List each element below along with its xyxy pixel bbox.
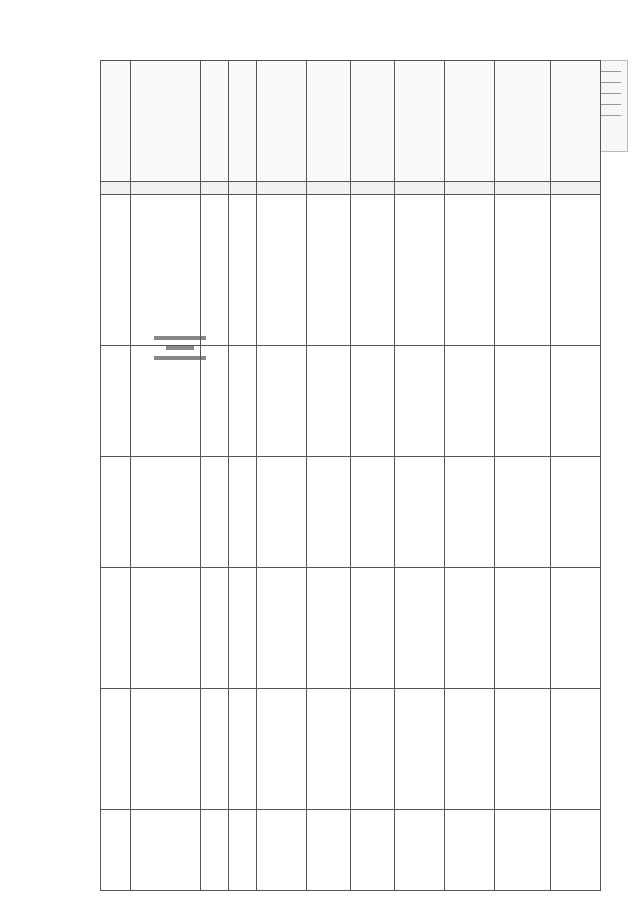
cell-text	[395, 457, 444, 459]
cell-text	[445, 195, 494, 197]
table-row-cell	[257, 457, 307, 568]
cell-text	[131, 810, 200, 812]
table-row	[101, 568, 601, 689]
cell-text	[229, 689, 256, 691]
table-number-row-cell	[201, 182, 229, 195]
table-number-row-cell	[131, 182, 201, 195]
cell-text	[131, 689, 200, 691]
cell-text	[257, 568, 306, 570]
cell-text	[307, 195, 350, 197]
table-row-cell	[257, 346, 307, 457]
table-row-cell	[101, 689, 131, 810]
table-row-cell	[551, 195, 601, 346]
table-row-cell	[445, 457, 495, 568]
table-header-row-cell	[131, 61, 201, 182]
table-row	[101, 810, 601, 891]
table-row-cell	[395, 810, 445, 891]
table-number-row-cell	[445, 182, 495, 195]
table-header-row-cell	[201, 61, 229, 182]
cell-text	[101, 810, 130, 812]
table-row-cell	[495, 568, 551, 689]
cell-text	[495, 810, 550, 812]
cell-text	[495, 61, 550, 63]
table-row-cell	[351, 689, 395, 810]
cell-text	[229, 195, 256, 197]
table-number-row-cell	[229, 182, 257, 195]
cell-text	[229, 457, 256, 459]
table-row-cell	[395, 195, 445, 346]
cell-text	[257, 61, 306, 63]
cell-text	[307, 810, 350, 812]
table-header-row-cell	[229, 61, 257, 182]
cell-text	[495, 457, 550, 459]
table-row-cell	[101, 346, 131, 457]
cell-text	[101, 457, 130, 459]
table-header-row-cell	[551, 61, 601, 182]
cell-text	[201, 457, 228, 459]
cell-text	[101, 568, 130, 570]
table-row-cell	[131, 457, 201, 568]
table-header-row-cell	[257, 61, 307, 182]
table-row-cell	[307, 689, 351, 810]
table-row-cell	[351, 568, 395, 689]
cell-text	[551, 61, 600, 63]
cell-text	[551, 182, 600, 184]
cell-text	[229, 61, 256, 63]
cell-text	[395, 346, 444, 348]
table-row-cell	[495, 810, 551, 891]
cell-text	[395, 61, 444, 63]
cell-text	[257, 810, 306, 812]
table-header-row-cell	[445, 61, 495, 182]
cell-text	[551, 195, 600, 197]
table-row-cell	[445, 689, 495, 810]
table-row-cell	[257, 689, 307, 810]
cell-text	[307, 182, 350, 184]
cell-text	[551, 568, 600, 570]
table-header-row-cell	[495, 61, 551, 182]
cell-text	[307, 457, 350, 459]
cell-text	[445, 689, 494, 691]
cell-text	[101, 346, 130, 348]
table-row-cell	[131, 689, 201, 810]
table-row-cell	[201, 457, 229, 568]
cell-text	[131, 182, 200, 184]
cell-text	[307, 61, 350, 63]
cell-text	[229, 346, 256, 348]
cell-text	[351, 457, 394, 459]
cell-text	[445, 810, 494, 812]
table-row-cell	[229, 568, 257, 689]
table-row-cell	[101, 568, 131, 689]
table-row-cell	[101, 195, 131, 346]
table-header-row-cell	[395, 61, 445, 182]
cell-text	[257, 346, 306, 348]
table-row	[101, 689, 601, 810]
cell-text	[395, 568, 444, 570]
table-row-cell	[395, 457, 445, 568]
table-row-cell	[307, 568, 351, 689]
table-row-cell	[445, 346, 495, 457]
table-row-cell	[445, 568, 495, 689]
cell-text	[395, 810, 444, 812]
table-row-cell	[101, 457, 131, 568]
table-number-row-cell	[101, 182, 131, 195]
table-row-cell	[229, 195, 257, 346]
table-row-cell	[307, 195, 351, 346]
cell-text	[351, 61, 394, 63]
table-row-cell	[495, 195, 551, 346]
cell-text	[307, 568, 350, 570]
cell-text	[201, 182, 228, 184]
table-row-cell	[351, 810, 395, 891]
cell-text	[445, 61, 494, 63]
table-row	[101, 457, 601, 568]
table-row-cell	[307, 457, 351, 568]
cell-text	[307, 689, 350, 691]
cell-text	[257, 689, 306, 691]
table-row-cell	[495, 457, 551, 568]
table-row-cell	[351, 195, 395, 346]
table-row-cell	[351, 346, 395, 457]
table-header-row	[101, 61, 601, 182]
cell-text	[351, 346, 394, 348]
table-row-cell	[495, 689, 551, 810]
cell-text	[307, 346, 350, 348]
cell-text	[495, 195, 550, 197]
cell-text	[351, 195, 394, 197]
cell-text	[131, 568, 200, 570]
table-number-row-cell	[495, 182, 551, 195]
cell-text	[131, 346, 200, 348]
table-number-row-cell	[307, 182, 351, 195]
cell-text	[495, 689, 550, 691]
cell-text	[201, 61, 228, 63]
cell-text	[201, 568, 228, 570]
cell-text	[201, 689, 228, 691]
table-header-row-cell	[351, 61, 395, 182]
cell-text	[201, 346, 228, 348]
table-row-cell	[229, 346, 257, 457]
table-row-cell	[495, 346, 551, 457]
table-row-cell	[201, 689, 229, 810]
cell-text	[351, 182, 394, 184]
cell-text	[101, 195, 130, 197]
table-row-cell	[351, 457, 395, 568]
table-row-cell	[229, 457, 257, 568]
cell-text	[445, 568, 494, 570]
table-row	[101, 346, 601, 457]
cell-text	[101, 689, 130, 691]
table-row-cell	[445, 810, 495, 891]
cell-text	[351, 689, 394, 691]
table-row-cell	[229, 689, 257, 810]
table-row-cell	[131, 195, 201, 346]
table-header-row-cell	[307, 61, 351, 182]
table-number-row-cell	[257, 182, 307, 195]
cell-text	[201, 195, 228, 197]
table-row-cell	[445, 195, 495, 346]
table-number-row-cell	[351, 182, 395, 195]
cell-text	[351, 810, 394, 812]
table-row-cell	[395, 568, 445, 689]
cell-text	[495, 568, 550, 570]
cell-text	[257, 195, 306, 197]
table-row-cell	[551, 346, 601, 457]
table-row-cell	[101, 810, 131, 891]
table-row-cell	[131, 346, 201, 457]
table-number-row	[101, 182, 601, 195]
cell-text	[229, 810, 256, 812]
table-number-row-cell	[551, 182, 601, 195]
cell-text	[131, 457, 200, 459]
table-row-cell	[551, 810, 601, 891]
cell-text	[101, 61, 130, 63]
cell-text	[351, 568, 394, 570]
table-row-cell	[131, 568, 201, 689]
cell-text	[445, 182, 494, 184]
cell-text	[201, 810, 228, 812]
cell-text	[257, 457, 306, 459]
table-number-row-cell	[395, 182, 445, 195]
cell-text	[101, 182, 130, 184]
table-row-cell	[307, 346, 351, 457]
table-row-cell	[257, 568, 307, 689]
table-row-cell	[257, 195, 307, 346]
table-row-cell	[131, 810, 201, 891]
cell-text	[445, 457, 494, 459]
table-row-cell	[307, 810, 351, 891]
table-row-cell	[551, 689, 601, 810]
table-row-cell	[551, 568, 601, 689]
table-row-cell	[201, 346, 229, 457]
cell-text	[495, 346, 550, 348]
cell-text	[257, 182, 306, 184]
cell-text	[395, 689, 444, 691]
table-row-cell	[257, 810, 307, 891]
cell-text	[551, 346, 600, 348]
table-row-cell	[395, 689, 445, 810]
cell-text	[395, 195, 444, 197]
table-header-row-cell	[101, 61, 131, 182]
cell-text	[551, 689, 600, 691]
cell-text	[131, 61, 200, 63]
cell-text	[495, 182, 550, 184]
cell-text	[229, 182, 256, 184]
table-row	[101, 195, 601, 346]
table-row-cell	[201, 195, 229, 346]
cell-text	[445, 346, 494, 348]
cell-text	[395, 182, 444, 184]
table-row-cell	[395, 346, 445, 457]
cell-text	[229, 568, 256, 570]
cell-text	[131, 195, 200, 197]
table-row-cell	[201, 568, 229, 689]
cell-text	[551, 457, 600, 459]
table-row-cell	[551, 457, 601, 568]
measures-table	[100, 60, 601, 891]
table-row-cell	[229, 810, 257, 891]
cell-text	[551, 810, 600, 812]
table-row-cell	[201, 810, 229, 891]
